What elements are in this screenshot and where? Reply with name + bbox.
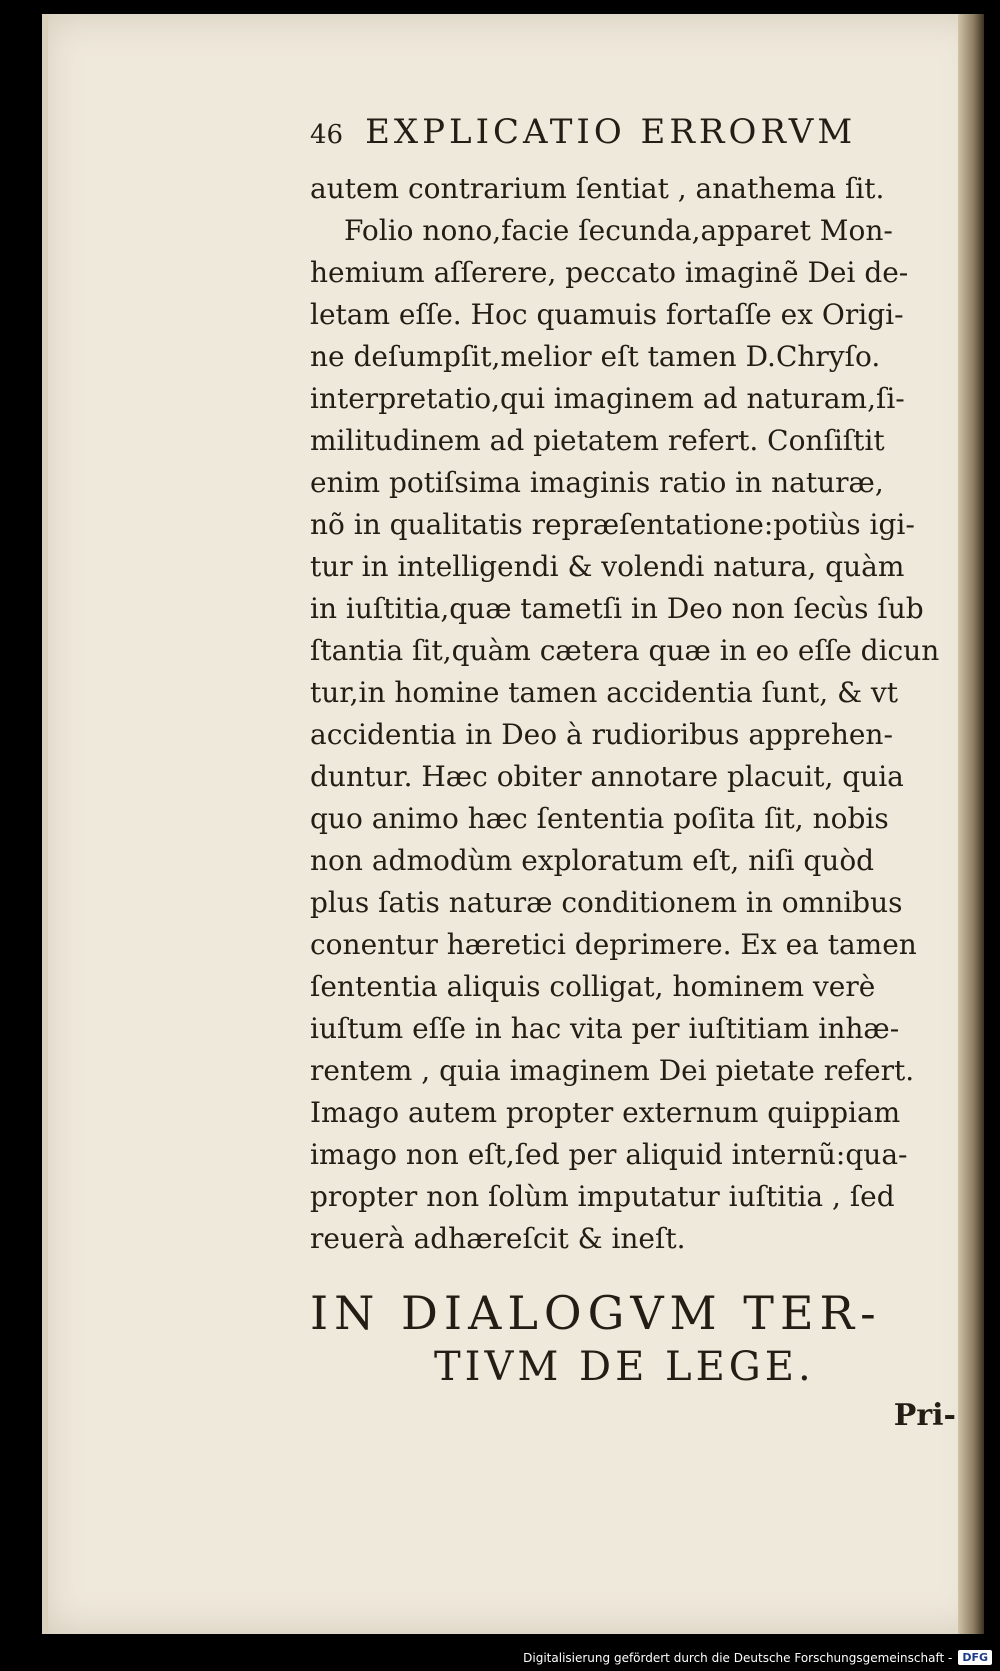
book-page [42,14,984,1634]
running-head-title: EXPLICATIO ERRORVM [365,112,857,152]
text-line: in iuſtitia,quæ tametſi in Deo non ſecùs ſub [310,592,924,625]
digitization-credit [523,1650,992,1665]
text-line: propter non ſolùm imputatur iuſtitia , ſed [310,1180,895,1213]
text-line: ſententia aliquis colligat, hominem verè [310,970,876,1003]
text-line: Folio nono,facie ſecunda,apparet Mon- [344,214,893,247]
section-heading-line-2: TIVM DE LEGE. [434,1344,815,1390]
body-text [310,168,960,1260]
text-line: tur,in homine tamen accidentia ſunt, & vt [310,676,898,709]
page-gutter [42,14,48,1634]
text-block [310,112,960,1433]
text-line: autem contrarium ſentiat , anathema ſit. [310,172,885,205]
text-line: ſtantia ſit,quàm cætera quæ in eo eſſe dicun [310,634,940,667]
text-line: tur in intelligendi & volendi natura, quàm [310,550,905,583]
text-line: interpretatio,qui imaginem ad naturam,ſi- [310,382,905,415]
text-line: Imago autem propter externum quippiam [310,1096,901,1129]
text-line: non admodùm exploratum eſt, niſi quòd [310,844,875,877]
text-line: ne deſumpſit,melior eſt tamen D.Chryſo. [310,340,881,373]
catchword: Pri- [893,1398,956,1433]
page-edge-shadow [958,14,984,1634]
running-head [310,112,960,168]
text-line: rentem , quia imaginem Dei pietate refert. [310,1054,915,1087]
text-line: iuſtum eſſe in hac vita per iuſtitiam inhæ- [310,1012,900,1045]
text-line: plus ſatis naturæ conditionem in omnibus [310,886,903,919]
page-number: 46 [310,120,344,150]
text-line: militudinem ad pietatem refert. Conſiſtit [310,424,885,457]
text-line: reuerà adhæreſcit & ineſt. [310,1222,686,1255]
text-line: hemium aſſerere, peccato imaginẽ Dei de- [310,256,909,289]
section-heading [310,1286,960,1394]
text-line: imago non eſt,ſed per aliquid internũ:qua- [310,1138,908,1171]
section-heading-line-1: IN DIALOGVM TER- [310,1286,882,1340]
text-line: duntur. Hæc obiter annotare placuit, quia [310,760,904,793]
dfg-logo: DFG [958,1650,992,1665]
text-line: letam eſſe. Hoc quamuis fortaſſe ex Origi- [310,298,904,331]
text-line: enim potiſsima imaginis ratio in naturæ, [310,466,884,499]
credit-text: Digitalisierung gefördert durch die Deutsche Forschungsgemeinschaft - [523,1650,953,1665]
text-line: accidentia in Deo à rudioribus apprehen- [310,718,893,751]
text-line: conentur hæretici deprimere. Ex ea tamen [310,928,917,961]
text-line: quo animo hæc ſententia poſita ſit, nobis [310,802,889,835]
text-line: nõ in qualitatis repræſentatione:potiùs igi- [310,508,915,541]
